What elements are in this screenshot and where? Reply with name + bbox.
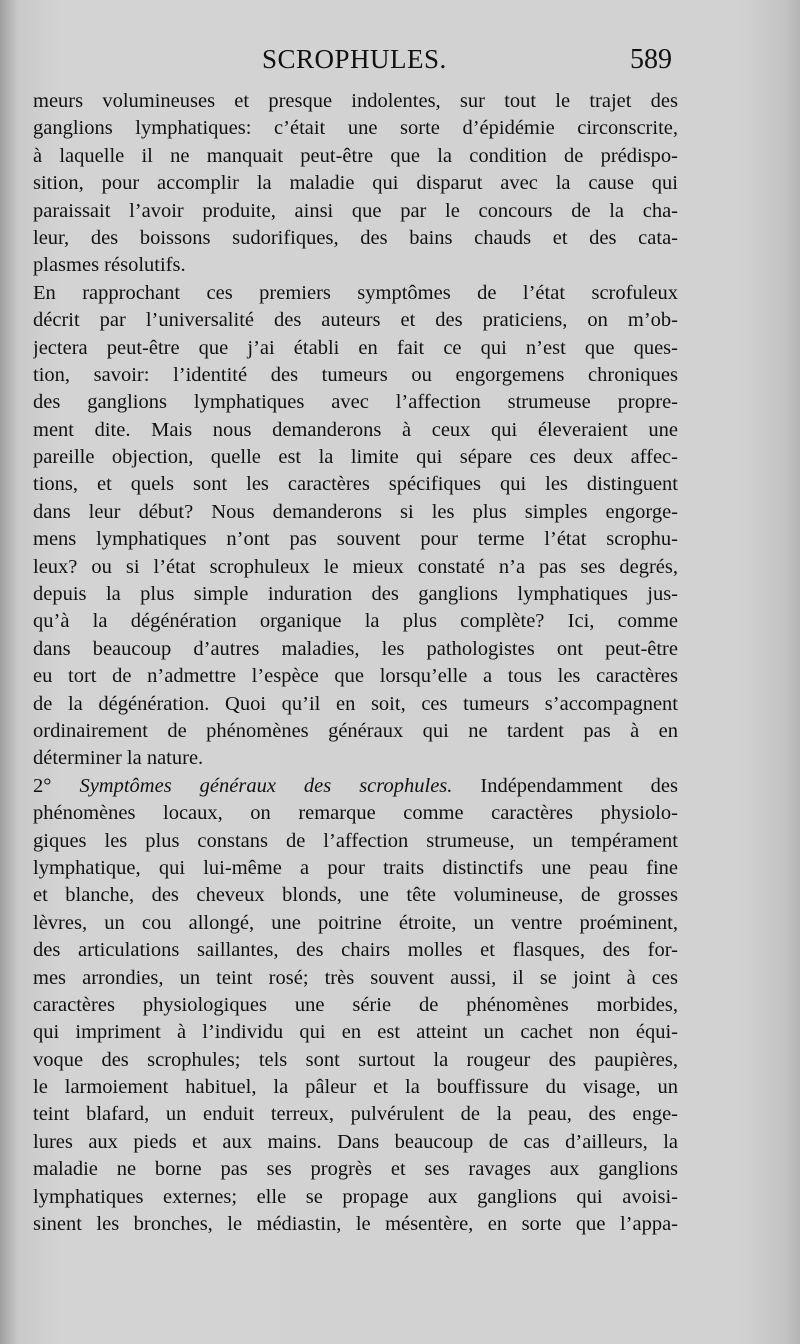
line-text: giques les plus constans de l’affection strumeuse, un tempérament — [33, 829, 678, 852]
text-line — [33, 280, 678, 307]
text-line — [33, 307, 678, 334]
text-line — [33, 444, 678, 471]
section-number: 2° — [33, 774, 80, 797]
line-text: jectera peut-être que j’ai établi en fait ce qui n’est que ques- — [33, 336, 678, 359]
text-line — [33, 1211, 678, 1238]
text-line — [33, 554, 678, 581]
text-line — [33, 471, 678, 498]
text-line — [33, 115, 678, 142]
line-text: phénomènes locaux, on remarque comme caractères physiolo- — [33, 802, 678, 825]
section-heading: Symptômes généraux des scrophules. — [79, 774, 453, 797]
text-line — [33, 88, 678, 115]
line-text: qu’à la dégénération organique la plus complète? Ici, comme — [33, 610, 678, 633]
text-line — [33, 198, 678, 225]
text-line — [33, 225, 678, 252]
line-text: caractères physiologiques une série de phénomènes morbides, — [33, 993, 678, 1016]
text-line — [33, 663, 678, 690]
text-line — [33, 608, 678, 635]
line-text: ment dite. Mais nous demanderons à ceux qui éleveraient une — [33, 418, 678, 441]
line-text: paraissait l’avoir produite, ainsi que par le concours de la cha- — [33, 199, 678, 222]
line-text: teint blafard, un enduit terreux, pulvérulent de la peau, des enge- — [33, 1103, 678, 1126]
text-line — [33, 1129, 678, 1156]
line-text: lèvres, un cou allongé, une poitrine étroite, un ventre proéminent, — [33, 911, 678, 934]
text-line — [33, 1047, 678, 1074]
text-line — [33, 362, 678, 389]
text-line — [33, 855, 678, 882]
text-line — [33, 1184, 678, 1211]
text-line — [33, 581, 678, 608]
line-text: lymphatique, qui lui-même a pour traits distinctifs une peau fine — [33, 856, 678, 879]
text-line — [33, 170, 678, 197]
text-line — [33, 636, 678, 663]
line-text: tion, savoir: l’identité des tumeurs ou engorgemens chroniques — [33, 363, 678, 386]
text-line — [33, 773, 678, 800]
text-line — [33, 335, 678, 362]
line-text: pareille objection, quelle est la limite qui sépare ces deux affec- — [33, 446, 678, 469]
text-line — [33, 691, 678, 718]
line-text: mes arrondies, un teint rosé; très souvent aussi, il se joint à ces — [33, 966, 678, 989]
line-text: maladie ne borne pas ses progrès et ses ravages aux ganglions — [33, 1158, 678, 1181]
line-text: des ganglions lymphatiques avec l’affection strumeuse propre- — [33, 391, 678, 414]
line-text: leux? ou si l’état scrophuleux le mieux constaté n’a pas ses degrés, — [33, 555, 678, 578]
line-text: Indépendamment des — [452, 774, 678, 797]
text-line — [33, 882, 678, 909]
text-line — [33, 1156, 678, 1183]
body-text — [33, 88, 678, 1238]
line-text: déterminer la nature. — [33, 747, 204, 770]
line-text: dans leur début? Nous demanderons si les plus simples engorge- — [33, 500, 678, 523]
line-text: En rapprochant ces premiers symptômes de l’état scrofuleux — [33, 281, 678, 304]
text-line — [33, 937, 678, 964]
line-text: le larmoiement habituel, la pâleur et la bouffissure du visage, un — [33, 1076, 678, 1099]
text-line — [33, 965, 678, 992]
text-line — [33, 143, 678, 170]
line-text: de la dégénération. Quoi qu’il en soit, ces tumeurs s’accompagnent — [33, 692, 678, 715]
text-line — [33, 417, 678, 444]
line-text: dans beaucoup d’autres maladies, les pathologistes ont peut-être — [33, 637, 678, 660]
line-text: leur, des boissons sudorifiques, des bains chauds et des cata- — [33, 226, 678, 249]
line-text: des articulations saillantes, des chairs molles et flasques, des for- — [33, 939, 678, 962]
line-text: qui impriment à l’individu qui en est atteint un cachet non équi- — [33, 1021, 678, 1044]
text-line — [33, 526, 678, 553]
text-line — [33, 828, 678, 855]
running-title: SCROPHULES. — [262, 44, 447, 74]
text-line — [33, 718, 678, 745]
line-text: à laquelle il ne manquait peut-être que la condition de prédispo- — [33, 144, 678, 167]
text-line — [33, 1074, 678, 1101]
page-number: 589 — [630, 44, 672, 75]
text-line — [33, 800, 678, 827]
line-text: voque des scrophules; tels sont surtout la rougeur des paupières, — [33, 1048, 678, 1071]
line-text: meurs volumineuses et presque indolentes, sur tout le trajet des — [33, 90, 678, 112]
line-text: sinent les bronches, le médiastin, le mésentère, en sorte que l’appa- — [33, 1213, 678, 1236]
line-text: lures aux pieds et aux mains. Dans beaucoup de cas d’ailleurs, la — [33, 1130, 678, 1153]
line-text: mens lymphatiques n’ont pas souvent pour terme l’état scrophu- — [33, 528, 678, 551]
text-line — [33, 389, 678, 416]
text-line — [33, 745, 678, 772]
line-text: eu tort de n’admettre l’espèce que lorsqu’elle a tous les caractères — [33, 665, 678, 688]
line-text: et blanche, des cheveux blonds, une tête volumineuse, de grosses — [33, 884, 678, 907]
line-text: sition, pour accomplir la maladie qui disparut avec la cause qui — [33, 172, 678, 195]
text-line — [33, 499, 678, 526]
line-text: ordinairement de phénomènes généraux qui ne tardent pas à en — [33, 719, 678, 742]
text-line — [33, 252, 678, 279]
line-text: tions, et quels sont les caractères spécifiques qui les distinguent — [33, 473, 678, 496]
line-text: plasmes résolutifs. — [33, 254, 186, 277]
line-text: décrit par l’universalité des auteurs et des praticiens, on m’ob- — [33, 309, 678, 332]
text-line — [33, 992, 678, 1019]
text-line — [33, 910, 678, 937]
text-line — [33, 1019, 678, 1046]
line-text: lymphatiques externes; elle se propage aux ganglions qui avoisi- — [33, 1185, 678, 1208]
page-header — [0, 44, 800, 84]
text-line — [33, 1101, 678, 1128]
line-text: depuis la plus simple induration des ganglions lymphatiques jus- — [33, 583, 678, 606]
line-text: ganglions lymphatiques: c’était une sorte d’épidémie circonscrite, — [33, 117, 678, 140]
